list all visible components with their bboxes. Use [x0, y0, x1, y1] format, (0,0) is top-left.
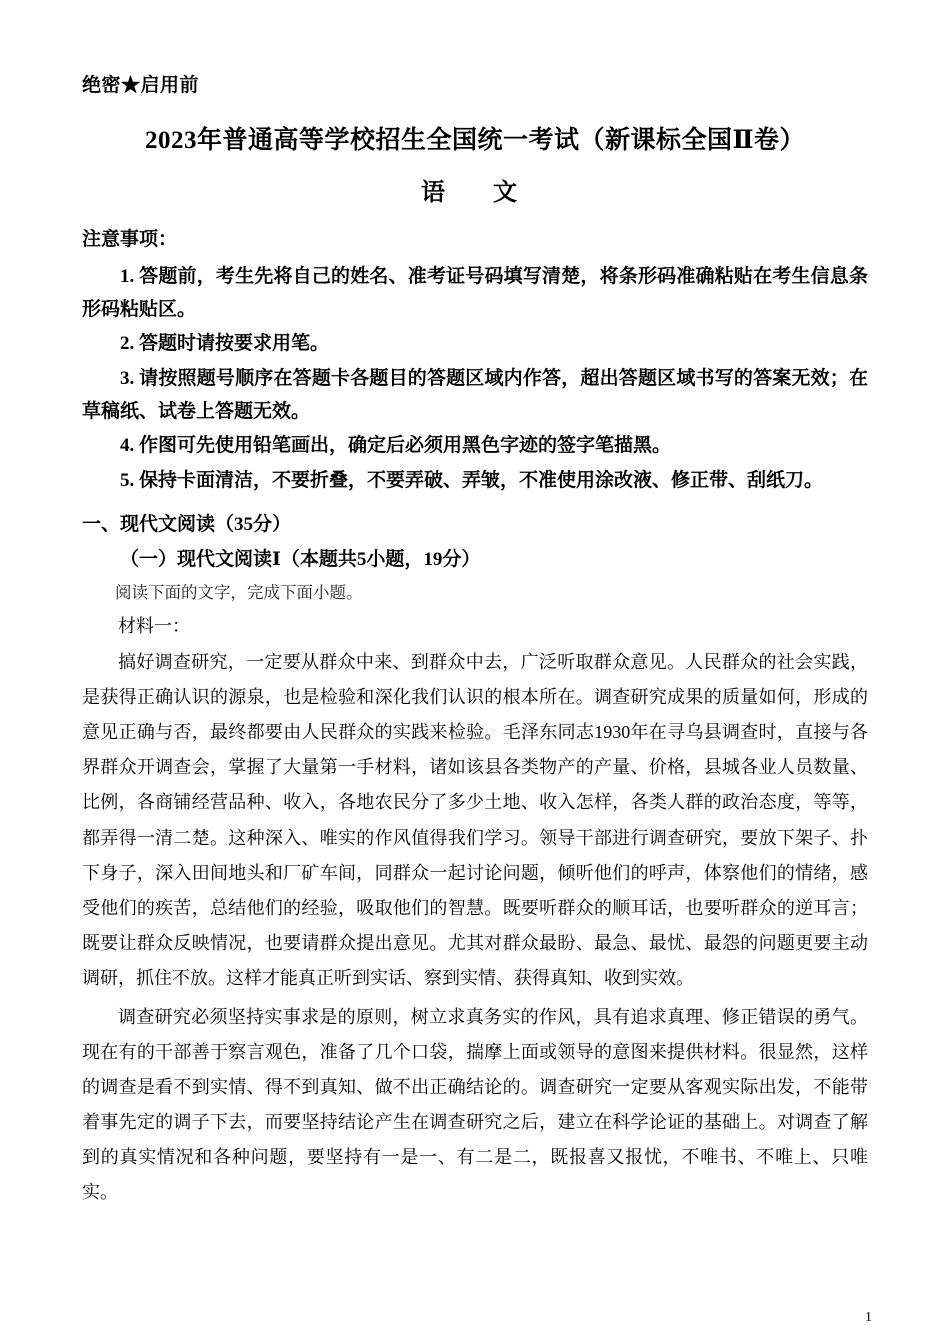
notice-heading: 注意事项：	[82, 228, 178, 250]
subject-title: 语 文	[421, 179, 529, 206]
page-number: 1	[865, 1310, 872, 1325]
material-label: 材料一：	[118, 615, 190, 636]
notice-item: 4. 作图可先使用铅笔画出，确定后必须用黑色字迹的签字笔描黑。	[120, 435, 672, 457]
notice-item: 5. 保持卡面清洁，不要折叠，不要弄破、弄皱，不准使用涂改液、修正带、刮纸刀。	[120, 469, 824, 491]
page-title: 2023年普通高等学校招生全国统一考试（新课标全国Ⅱ卷）	[144, 126, 806, 154]
body-paragraph: 搞好调查研究，一定要从群众中来、到群众中去，广泛听取群众意见。人民群众的社会实践，是获得正确认识的源泉，也是检验和深化我们认识的根本所在。调查研究成果的质量如何，形成的意见正确与否，最终都要由人民群众的实践来检验。毛泽东同志1930年在寻乌县调查时，直接与各界群众开调查会，掌握了大量第一手材料，诸如该县各类物产的产量、价格，县城各业人员数量、比例，各商铺经营品种、收入，各地农民分了多少土地、收入怎样，各类人群的政治态度，等等，都弄得一清二楚。这种深入、唯实的作风值得我们学习。领导干部进行调查研究，要放下架子、扑下身子，深入田间地头和厂矿车间，同群众一起讨论问题，倾听他们的呼声，体察他们的情绪，感受他们的疾苦，总结他们的经验，吸取他们的智慧。既要听群众的顺耳话，也要听群众的逆耳言；既要让群众反映情况，也要请群众提出意见。尤其对群众最盼、最急、最忧、最怨的问题更要主动调研，抓住不放。这样才能真正听到实话、察到实情、获得真知、收到实效。	[82, 652, 868, 988]
body-paragraph: 调查研究必须坚持实事求是的原则，树立求真务实的作风，具有追求真理、修正错误的勇气。现在有的干部善于察言观色，准备了几个口袋，揣摩上面或领导的意图来提供材料。很显然，这样的调查是看不到实情、得不到真知、做不出正确结论的。调查研究一定要从客观实际出发，不能带着事先定的调子下去，而要坚持结论产生在调查研究之后，建立在科学论证的基础上。对调查了解到的真实情况和各种问题，要坚持有一是一、有二是二，既报喜又报忧，不唯书、不唯上、只唯实。	[82, 1007, 868, 1203]
notice-item: 1. 答题前，考生先将自己的姓名、准考证号码填写清楚，将条形码准确粘贴在考生信息条形码粘贴区。	[82, 265, 868, 320]
notice-item: 3. 请按照题号顺序在答题卡各题目的答题区域内作答，超出答题区域书写的答案无效；在草稿纸、试卷上答题无效。	[82, 367, 868, 422]
section-heading-part-one: 一、现代文阅读（35分）	[82, 513, 292, 535]
subsection-heading: （一）现代文阅读Ⅰ（本题共5小题，19分）	[120, 548, 481, 570]
reading-instruction: 阅读下面的文字，完成下面小题。	[115, 583, 363, 603]
secret-label: 绝密★启用前	[82, 75, 200, 96]
notice-item: 2. 答题时请按要求用笔。	[120, 333, 330, 355]
